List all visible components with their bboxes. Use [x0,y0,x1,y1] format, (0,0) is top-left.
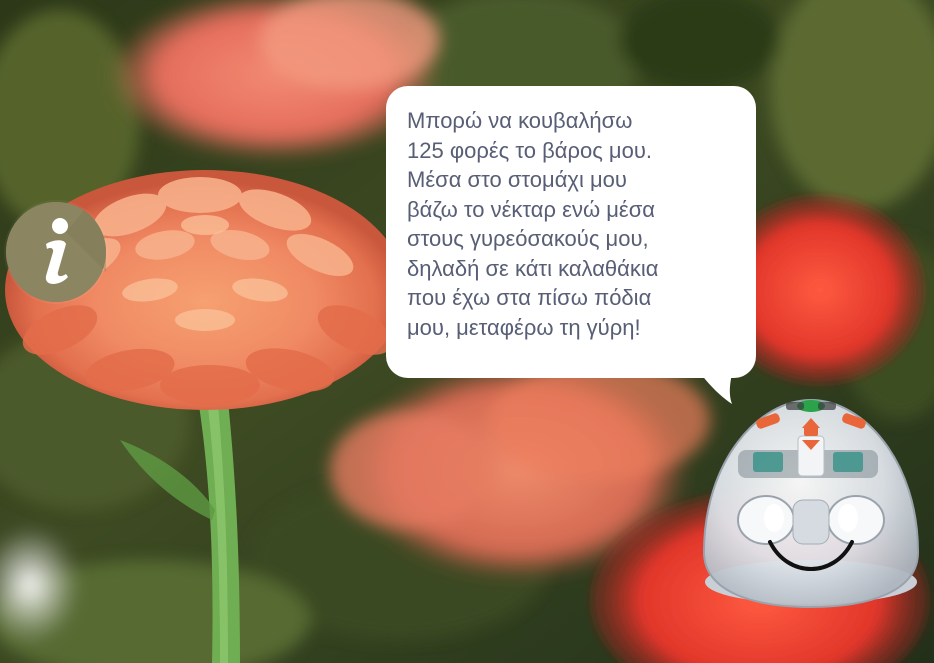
bee-bot-robot[interactable] [698,392,924,614]
speech-bubble [386,86,756,378]
speech-bubble-text: Μπορώ να κουβαλήσω 125 φορές το βάρος μου. Μέσα στο στομάχι μου βάζω το νέκταρ ενώ μέσα στους γυρεόσακούς μου, δηλαδή σε κάτι καλαθάκια που έχω στα πίσω πόδια μου, μεταφέρω τη γύρη! [407,108,659,340]
info-icon [6,202,106,302]
info-button[interactable] [6,202,106,302]
